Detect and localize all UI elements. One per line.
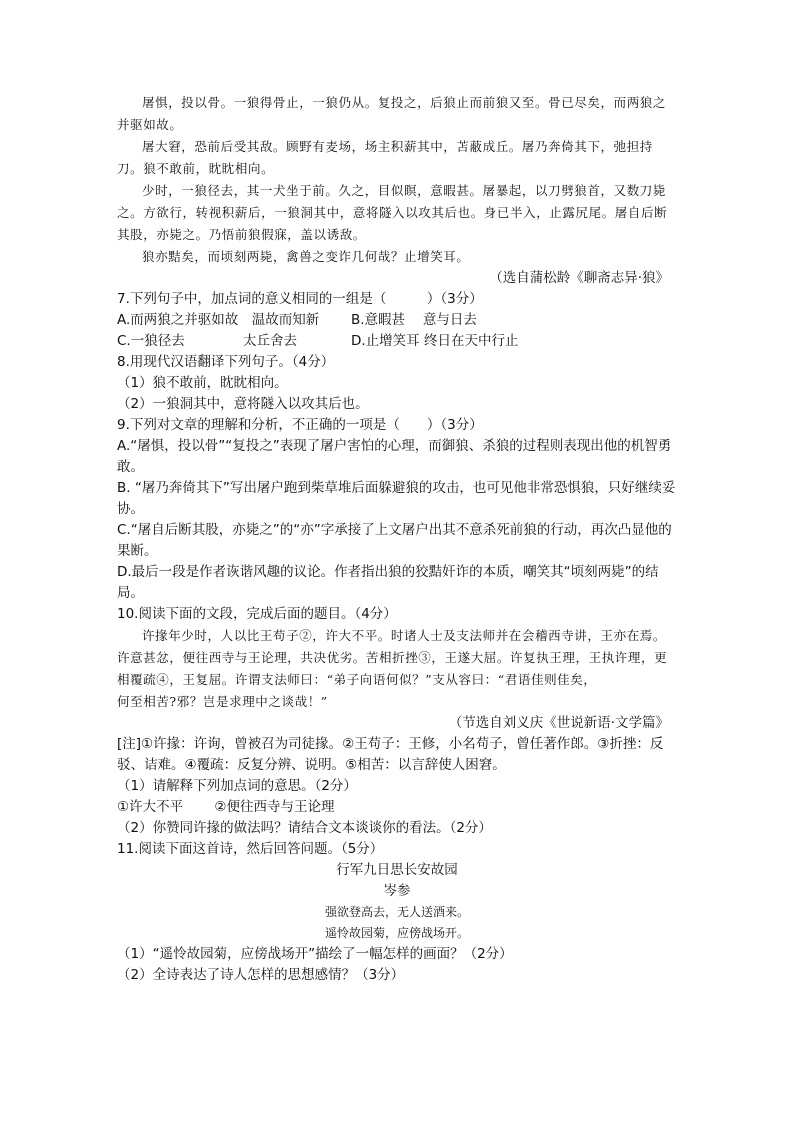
sub-question: （2）全诗表达了诗人怎样的思想感情？（3分） [117,967,405,983]
sub-question: （2）一狼洞其中，意将隧入以攻其后也。 [117,396,369,412]
question-stem: 8.用现代汉语翻译下列句子。（4分） [117,354,335,370]
passage-shishuo [117,625,677,713]
question-10 [117,604,677,839]
annotation-notes: [注]①许掾：许询，曾被召为司徒掾。②王苟子：王修，小名苟子，曾任著作郎。③折挫：反驳、诘难。④覆疏：反复分辨、说明。⑤相苦：以言辞使人困窘。 [117,736,664,773]
passage-source: （节选自刘义庆《世说新语·文学篇》 [448,715,669,731]
option-b: B.意暇甚 意与日去 [351,312,477,328]
passage-paragraph: 何至相苦?邪？岂是求理中之谈哉！” [117,694,328,709]
option-row [117,310,677,331]
poem-line: 强欲登高去，无人送酒来。 [324,905,469,919]
poem-author: 岑参 [383,883,411,899]
passage-paragraph: 屠大窘，恐前后受其敌。顾野有麦场，场主积薪其中，苫蔽成丘。屠乃奔倚其下，弛担持刀。狼不敢前，眈眈相向。 [117,139,653,176]
sub-question: （1）“遥怜故园菊，应傍战场开”描绘了一幅怎样的画面？（2分） [117,946,513,962]
passage-paragraph: 少时，一狼径去，其一犬坐于前。久之，目似瞑，意暇甚。屠暴起，以刀劈狼首，又数刀毙之。方欲行，转视积薪后，一狼洞其中，意将隧入以攻其后也。身已半入，止露尻尾。屠自后断其股，亦毙之。乃悟前狼假寐，盖以诱敌。 [117,183,668,242]
question-stem: 9.下列对文章的理解和分析，不正确的一项是（ ）（3分） [117,417,483,433]
option-row [117,331,677,352]
sub-question: （2）你赞同许掾的做法吗？请结合文本谈谈你的看法。（2分） [117,820,492,836]
question-stem: 7.下列句子中，加点词的意义相同的一组是（ ）（3分） [117,291,483,307]
option-d: D.最后一段是作者诙谐风趣的议论。作者指出狼的狡黠奸诈的本质，嘲笑其“顷刻两毙”的结局。 [117,564,659,601]
exam-page [117,92,677,986]
question-11 [117,839,677,986]
option-a: A.而两狼之并驱如故 温故而知新 [117,312,320,328]
passage-source: （选自蒲松龄《聊斋志异·狼》 [489,270,669,286]
option-a: A.“屠惧，投以骨”“复投之”表现了屠户害怕的心理，而御狼、杀狼的过程则表现出他的机智勇敢。 [117,438,672,475]
option-c: C.一狼径去 太丘舍去 [117,333,298,349]
passage-paragraph: 屠惧，投以骨。一狼得骨止，一狼仍从。复投之，后狼止而前狼又至。骨已尽矣，而两狼之并驱如故。 [117,95,667,132]
option-b: B. “屠乃奔倚其下”写出屠户跑到柴草堆后面躲避狼的攻击，也可见他非常恐惧狼，只好继续妥协。 [117,480,676,517]
question-8 [117,352,677,415]
option-d: D.止增笑耳 终日在天中行止 [351,333,519,349]
question-7 [117,289,677,352]
passage-paragraph: 狼亦黠矣，而顷刻两毙，禽兽之变诈几何哉？止增笑耳。 [142,249,470,264]
option-c: C.“屠自后断其股，亦毙之”的“亦”字承接了上文屠户出其不意杀死前狼的行动，再次凸显他的果断。 [117,522,672,559]
passage-wolf [117,92,677,268]
question-9 [117,415,677,604]
poem-title: 行军九日思长安故园 [336,862,458,878]
sub-question: （1）请解释下列加点词的意思。（2分） [117,778,357,794]
question-stem: 11.阅读下面这首诗，然后回答问题。（5分） [117,841,384,857]
sub-question: （1）狼不敢前，眈眈相向。 [117,375,288,391]
sub-question-items: ①许大不平 ②便往西寺与王论理 [117,799,335,815]
poem-line: 遥怜故园菊，应傍战场开。 [324,926,469,940]
passage-paragraph: 许掾年少时，人以比王苟子②，许大不平。时诸人士及支法师并在会稽西寺讲，王亦在焉。许意甚忿，便往西寺与王论理，共决优劣。苦相折挫③，王遂大屈。许复执王理，王执许理，更相覆疏④，王复屈。许谓支法师曰：“弟子向语何似？”支从容曰：“君语佳则佳矣， [117,628,668,687]
question-stem: 10.阅读下面的文段，完成后面的题目。（4分） [117,606,397,622]
